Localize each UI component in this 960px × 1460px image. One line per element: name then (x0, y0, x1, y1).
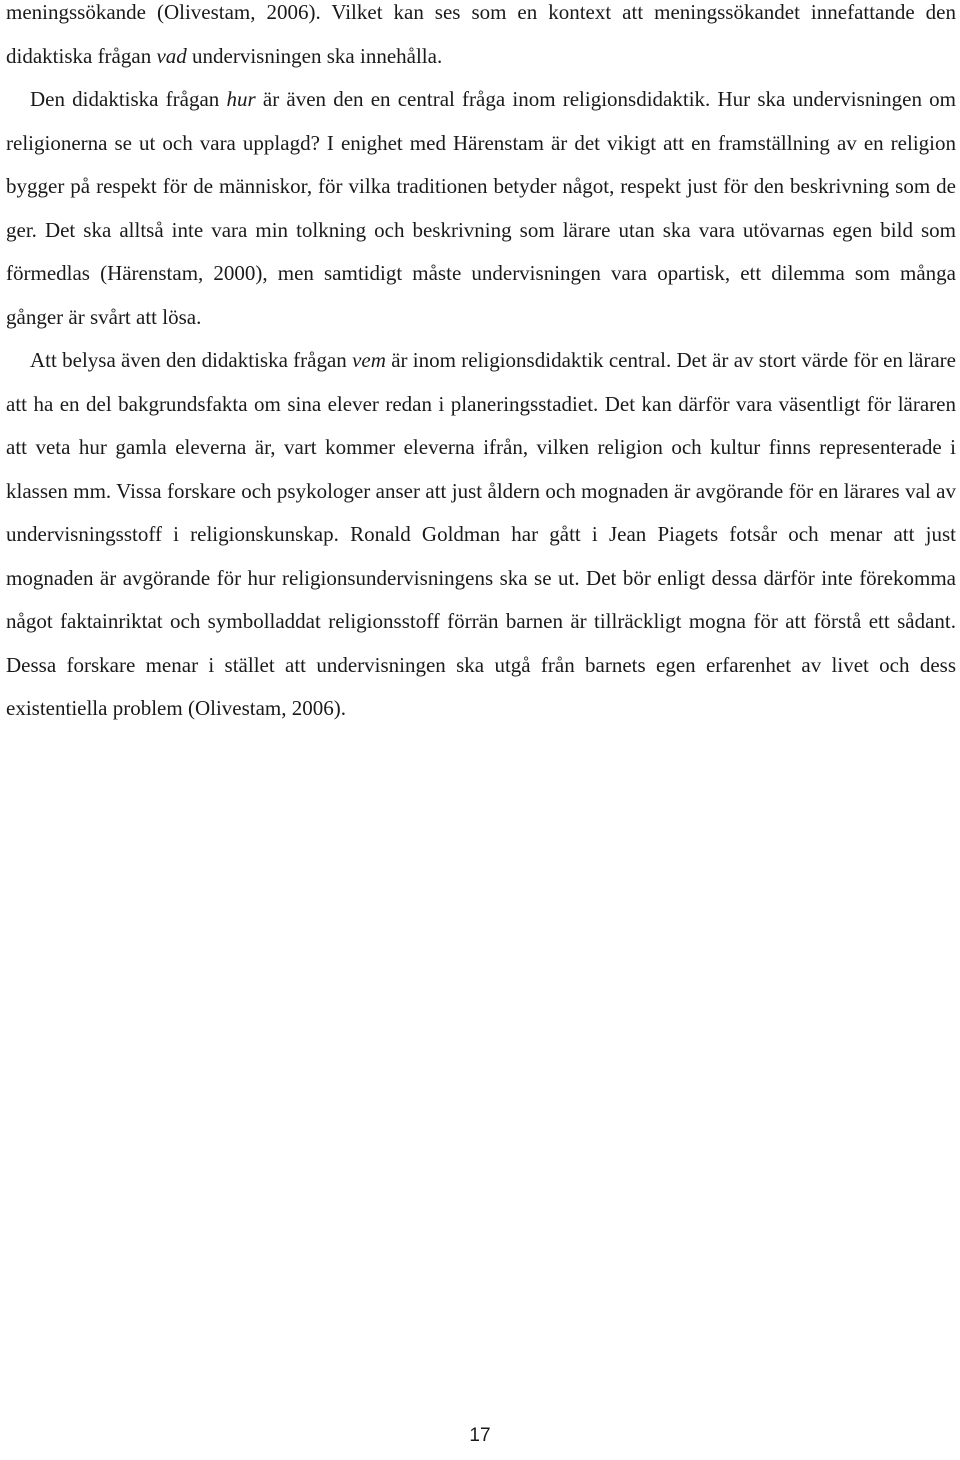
paragraph-2-text-a: Den didaktiska frågan (30, 87, 227, 111)
paragraph-2-italic-hur: hur (226, 87, 256, 111)
paragraph-1-text-a: meningssökande (Olivestam, 2006). Vilket kan ses som en kontext att meningssökandet innefattande den didaktiska frågan (6, 0, 956, 68)
page-number: 17 (469, 1425, 491, 1446)
paragraph-3-text-a: Att belysa även den didaktiska frågan (30, 348, 353, 372)
body-text (6, 0, 956, 731)
paragraph-3-italic-vem: vem (352, 348, 386, 372)
paragraph-2 (6, 78, 956, 339)
paragraph-3-text-b: är inom religionsdidaktik central. Det är av stort värde för en lärare att ha en del bakgrundsfakta om sina elever redan i planeringsstadiet. Det kan därför vara väsentligt för läraren att veta hur gamla eleverna är, vart kommer eleverna ifrån, vilken religion och kultur finns representerade i klassen mm. Vissa forskare och psykologer anser att just åldern och mognaden är avgörande för en lärares val av undervisningsstoff i religionskunskap. Ronald Goldman har gått i Jean Piagets fotsår och menar att just mognaden är avgörande för hur religionsundervisningens ska se ut. Det bör enligt dessa därför inte förekomma något faktainriktat och symbolladdat religionsstoff förrän barnen är tillräckligt mogna för att förstå ett sådant. Dessa forskare menar i stället att undervisningen ska utgå från barnets egen erfarenhet av livet och dess existentiella problem (Olivestam, 2006). (6, 348, 956, 720)
paragraph-2-text-b: är även den en central fråga inom religionsdidaktik. Hur ska undervisningen om religionerna se ut och vara upplagd? I enighet med Härenstam är det vikigt att en framställning av en religion bygger på respekt för de människor, för vilka traditionen betyder något, respekt just för den beskrivning som de ger. Det ska alltså inte vara min tolkning och beskrivning som lärare utan ska vara utövarnas egen bild som förmedlas (Härenstam, 2000), men samtidigt måste undervisningen vara opartisk, ett dilemma som många gånger är svårt att lösa. (6, 87, 956, 329)
paragraph-1 (6, 0, 956, 78)
paragraph-1-text-b: undervisningen ska innehålla. (186, 43, 443, 68)
paragraph-1-italic-vad: vad (156, 43, 187, 68)
paragraph-3 (6, 339, 956, 731)
